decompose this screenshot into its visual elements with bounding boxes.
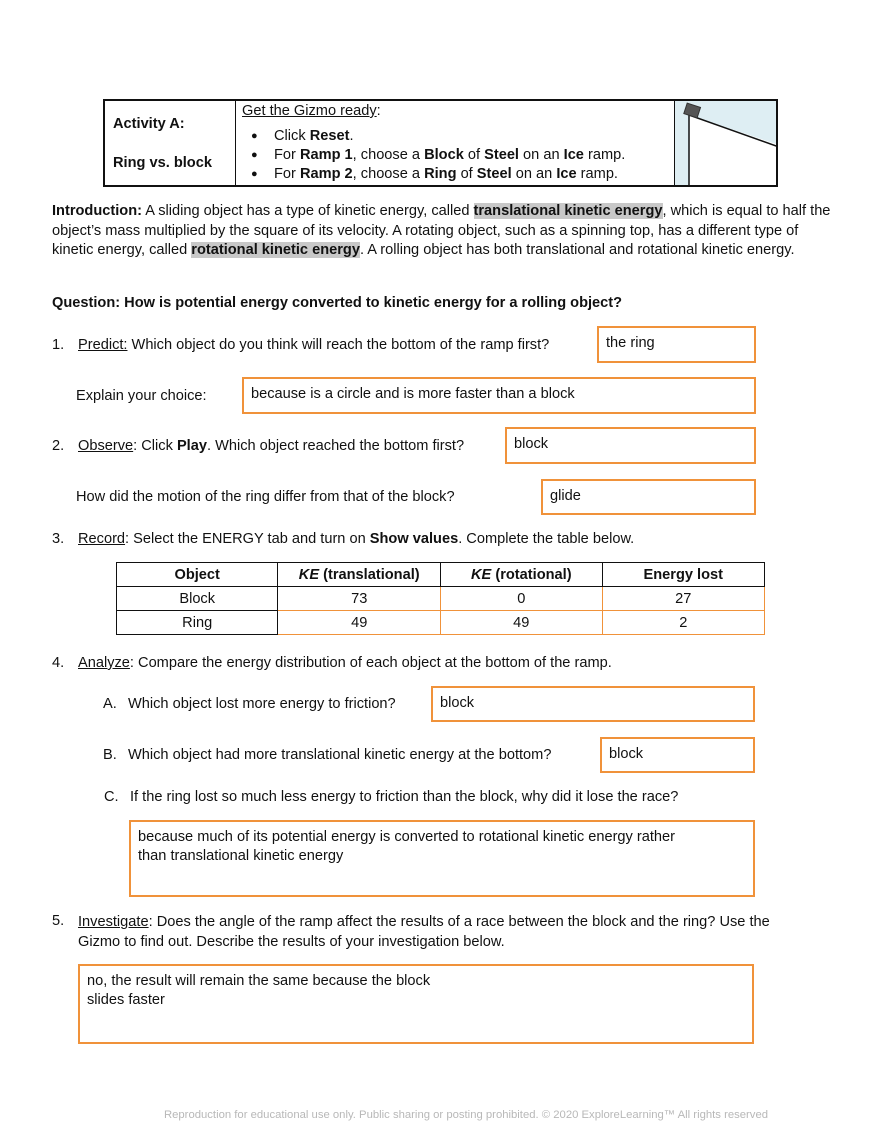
cell-ke-translational[interactable]: 73	[278, 587, 441, 611]
q5-prompt: Investigate: Does the angle of the ramp affect the results of a race between the block and the ring? Use the Gizmo to find out. Describe the results of your investigation below.	[78, 914, 770, 950]
activity-title-cell	[105, 101, 236, 185]
activity-header-table	[103, 99, 778, 187]
q4c-letter: C.	[104, 789, 119, 805]
ramp-diagram-icon	[675, 101, 776, 185]
answer-line: no, the result will remain the same because the block	[87, 973, 431, 989]
q1-explain-label: Explain your choice:	[76, 388, 207, 404]
q4a-text: Which object lost more energy to friction?	[128, 696, 396, 712]
q2-sub-answer-field[interactable]: glide	[541, 479, 756, 515]
q3-number: 3.	[52, 531, 65, 547]
q4-prompt: Analyze: Compare the energy distribution of each object at the bottom of the ramp.	[78, 655, 612, 671]
setup-title-colon: :	[376, 103, 381, 119]
cell-ke-rotational[interactable]: 0	[441, 587, 603, 611]
q4-label: Analyze	[78, 655, 130, 671]
setup-title	[236, 101, 674, 121]
highlight-rotational: rotational kinetic energy	[191, 242, 360, 258]
q3-label: Record	[78, 531, 126, 547]
q2-label: Observe	[78, 438, 134, 454]
q1-label: Predict:	[78, 337, 128, 353]
cell-object: Block	[117, 587, 278, 611]
setup-steps	[236, 127, 674, 184]
q4b-text: Which object had more translational kinetic energy at the bottom?	[128, 747, 552, 763]
setup-step: ● For Ramp 2, choose a Ring of Steel on an Ice ramp.	[236, 165, 674, 184]
setup-title-text: Get the Gizmo ready	[242, 103, 377, 119]
answer-line: slides faster	[87, 992, 165, 1008]
q2-sub-label: How did the motion of the ring differ from that of the block?	[76, 489, 455, 505]
cell-energy-lost[interactable]: 2	[602, 611, 764, 635]
header-ke-translational: KE (translational)	[278, 563, 441, 587]
setup-step: ● Click Reset.	[236, 127, 674, 146]
q1-answer-field[interactable]: the ring	[597, 326, 756, 363]
q1-explain-field[interactable]: because is a circle and is more faster than a block	[242, 377, 756, 414]
introduction-paragraph	[52, 202, 832, 261]
copyright-footer: Reproduction for educational use only. Public sharing or posting prohibited. © 2020 ExploreLearning™ All rights reserved	[163, 1109, 769, 1121]
q1-text: Which object do you think will reach the bottom of the ramp first?	[127, 337, 550, 353]
intro-text: . A rolling object has both translational and rotational kinetic energy.	[359, 242, 795, 258]
q3-prompt: Record: Select the ENERGY tab and turn on Show values. Complete the table below.	[78, 531, 635, 547]
header-energy-lost: Energy lost	[602, 563, 764, 587]
main-question: Question: How is potential energy converted to kinetic energy for a rolling object?	[52, 295, 623, 311]
q5-label: Investigate	[78, 914, 149, 930]
energy-table	[116, 562, 765, 635]
q4a-letter: A.	[103, 696, 117, 712]
q4-number: 4.	[52, 655, 65, 671]
q4b-answer-field[interactable]: block	[600, 737, 755, 773]
q4c-answer-field[interactable]	[129, 820, 755, 897]
cell-energy-lost[interactable]: 27	[602, 587, 764, 611]
intro-text: , which is equal to half the object’s mass multiplied by the square of its velocity. A rotating object, such as a spinning top, has a different type of kinetic energy, called	[52, 203, 831, 258]
answer-line: because much of its potential energy is converted to rotational kinetic energy rather	[138, 829, 676, 845]
header-ke-rotational: KE (rotational)	[441, 563, 603, 587]
header-object: Object	[117, 563, 278, 587]
q4c-text: If the ring lost so much less energy to friction than the block, why did it lose the race?	[130, 789, 679, 805]
q1-prompt	[78, 337, 549, 353]
q4a-answer-field[interactable]: block	[431, 686, 755, 722]
table-header-row	[117, 563, 765, 587]
setup-instructions-cell	[236, 101, 675, 185]
answer-line: than translational kinetic energy	[138, 848, 344, 864]
table-row	[117, 611, 765, 635]
cell-ke-translational[interactable]: 49	[278, 611, 441, 635]
q5-answer-field[interactable]	[78, 964, 754, 1044]
setup-step: ● For Ramp 1, choose a Block of Steel on an Ice ramp.	[236, 146, 674, 165]
intro-text: A sliding object has a type of kinetic energy, called	[141, 203, 474, 219]
activity-label: Activity A:	[113, 116, 185, 132]
activity-name: Ring vs. block	[113, 155, 212, 171]
cell-ke-rotational[interactable]: 49	[441, 611, 603, 635]
cell-object: Ring	[117, 611, 278, 635]
q5-number: 5.	[52, 913, 65, 929]
q2-number: 2.	[52, 438, 65, 454]
table-row	[117, 587, 765, 611]
q1-number: 1.	[52, 337, 65, 353]
q4b-letter: B.	[103, 747, 117, 763]
highlight-translational: translational kinetic energy	[473, 203, 663, 219]
q2-prompt: Observe: Click Play. Which object reached the bottom first?	[78, 438, 465, 454]
ramp-illustration	[675, 101, 776, 185]
intro-label: Introduction:	[52, 203, 142, 219]
q2-answer-field[interactable]: block	[505, 427, 756, 464]
